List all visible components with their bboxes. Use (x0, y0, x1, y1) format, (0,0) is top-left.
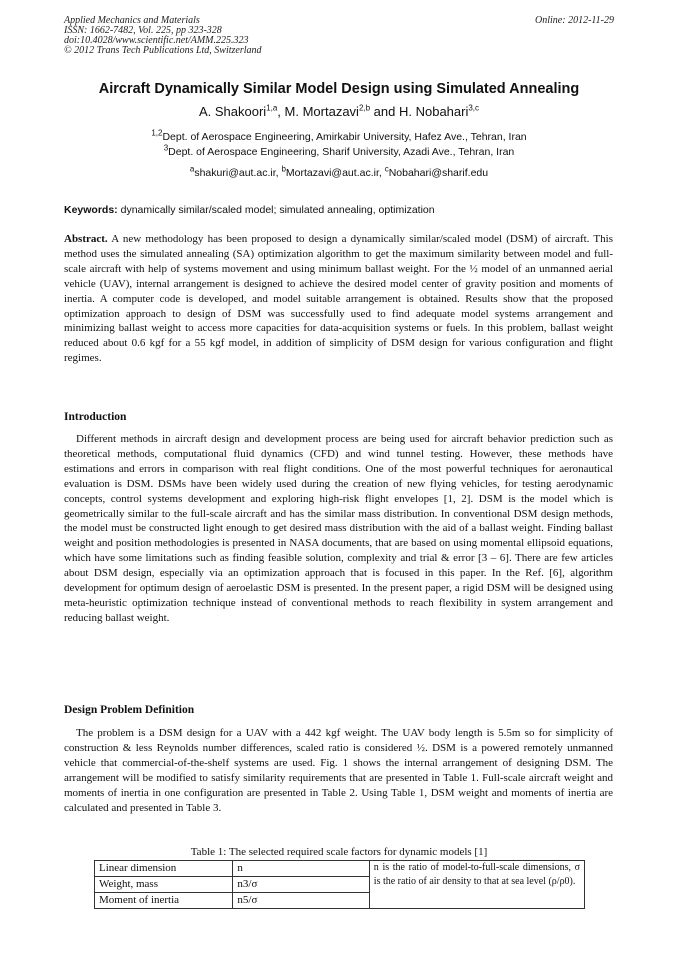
author-separator: , (277, 104, 285, 119)
email-sup: c (384, 164, 389, 174)
journal-issn: ISSN: 1662-7482, Vol. 225, pp 323-328 (64, 25, 222, 36)
author-sup: 3,c (468, 103, 480, 113)
email-link[interactable]: Mortazavi@aut.ac.ir, (285, 167, 385, 179)
author-sup: 2,b (358, 103, 371, 113)
table-note: n is the ratio of model-to-full-scale dimensions, σ is the ratio of air density to that at sea level (ρ/ρ0). (369, 861, 584, 909)
abstract-paragraph (64, 232, 613, 366)
email-sup: b (281, 164, 286, 174)
table-row (95, 861, 585, 877)
author-separator: and (370, 104, 399, 119)
author-name: M. Mortazavi (284, 104, 359, 119)
journal-copyright: © 2012 Trans Tech Publications Ltd, Switzerland (64, 45, 262, 56)
author-emails (0, 164, 678, 179)
table-caption: Table 1: The selected required scale factors for dynamic models [1] (190, 846, 488, 858)
section-heading-design-problem: Design Problem Definition (64, 704, 195, 716)
table-cell-quantity: Weight, mass (95, 877, 233, 893)
journal-header (64, 16, 262, 56)
email-link[interactable]: shakuri@aut.ac.ir, (194, 167, 282, 179)
journal-name: Applied Mechanics and Materials (64, 15, 200, 26)
introduction-paragraph: Different methods in aircraft design and development process are being used for aircraft behavior prediction such as theoretical methods, computational fluid dynamics (CFD) and wind tunnel testing. However, these methods have estimations and errors in comparison with real flight conditions. One of the most powerful techniques for aeronautical evaluation is DSM. DSMs have been widely used during the creation of new flying vehicles, for testing aerodynamic concepts, control systems development and exploring high-risk flight envelopes [1, 2]. DSM is the model which is geometrically similar to the full-scale aircraft and has the similar mass distribution. In conventional DSM design methods, the model must be constructed light enough to get desired mass distribution with the aid of a ballast weight. Finding ballast weight and position methodologies is presented in NASA documents, that are based on using momental ellipsoid equations, which have some limitations such as finding feasible solution, complexity and trial & error [3 – 6]. There are few articles about DSM design, especially via an optimization approach that is focused in this paper. In the Ref. [6], algorithm development for optimum design of aeroelastic DSM is presented. In the present paper, a rigid DSM will be designed using meta-heuristic optimization technique instead of conventional methods to reach flexibility in system arrangement and reducing ballast weight. (64, 433, 613, 624)
abstract-text: A new methodology has been proposed to design a dynamically similar/scaled model (DSM) of aircraft. This method uses the simulated annealing (SA) optimization algorithm to get the maximum similarity between model and full-scale aircraft with help of systems movement and using minimum ballast weight. For the ½ model of an unmanned aerial vehicle (UAV), internal arrangement is designed to achieve the desired model center of gravity position and moments of inertia. A computer code is developed, and model suitable arrangement is obtained. Results show that the proposed optimization approach to design of DSM was successfully used to find adequate model systems arrangement and minimizing ballast weight to access more capacities for data-acquisition systems or fuels. In this problem, ballast weight reduced about 0.6 kgf for a 55 kgf model, in addition of simplicity of DSM design for various configuration and flight regimes. (64, 233, 613, 365)
design-problem-paragraph: The problem is a DSM design for a UAV with a 442 kgf weight. The UAV body length is 5.5m so for simplicity of construction & less Reynolds number differences, scaled ratio is considered ½. DSM is a powered remotely unmanned vehicle that commercial-of-the-shelf systems are used. Fig. 1 shows the internal arrangement of designing DSM. The arrangement will be modified to satisfy similarity requirements that are presented in Table 1. Full-scale aircraft weight and moments of inertia in one configuration are presented in Table 2. Using Table 1, DSM weight and moments of inertia are calculated and presented in Table 3. (64, 727, 613, 814)
table-cell-quantity: Moment of inertia (95, 893, 233, 909)
table-cell-quantity: Linear dimension (95, 861, 233, 877)
author-name: A. Shakoori (198, 104, 267, 119)
affiliation-sup: 3 (163, 143, 169, 153)
abstract-label: Abstract. (64, 233, 108, 245)
journal-doi: doi:10.4028/www.scientific.net/AMM.225.323 (64, 35, 249, 46)
paper-title: Aircraft Dynamically Similar Model Design using Simulated Annealing (98, 81, 580, 97)
email-sup: a (189, 164, 195, 174)
author-name: H. Nobahari (398, 104, 469, 119)
email-link[interactable]: Nobahari@sharif.edu (388, 167, 489, 179)
affiliation (0, 128, 678, 143)
scale-factor-table (94, 860, 585, 909)
table-cell-factor: n (233, 861, 369, 877)
table-cell-factor: n5/σ (233, 893, 369, 909)
keywords-text: dynamically similar/scaled model; simulated annealing, optimization (120, 204, 435, 216)
table-cell-factor: n3/σ (233, 877, 369, 893)
author-sup: 1,a (266, 103, 278, 113)
author-list (0, 104, 678, 119)
affiliation-sup: 1,2 (151, 128, 163, 138)
affiliation-text: Dept. of Aerospace Engineering, Amirkabir University, Hafez Ave., Tehran, Iran (162, 131, 527, 143)
affiliation (0, 143, 678, 158)
section-heading-introduction: Introduction (64, 411, 127, 423)
keywords-label: Keywords: (64, 204, 118, 216)
keywords (64, 204, 624, 216)
online-date: Online: 2012-11-29 (535, 15, 614, 26)
affiliation-text: Dept. of Aerospace Engineering, Sharif University, Azadi Ave., Tehran, Iran (168, 146, 515, 158)
